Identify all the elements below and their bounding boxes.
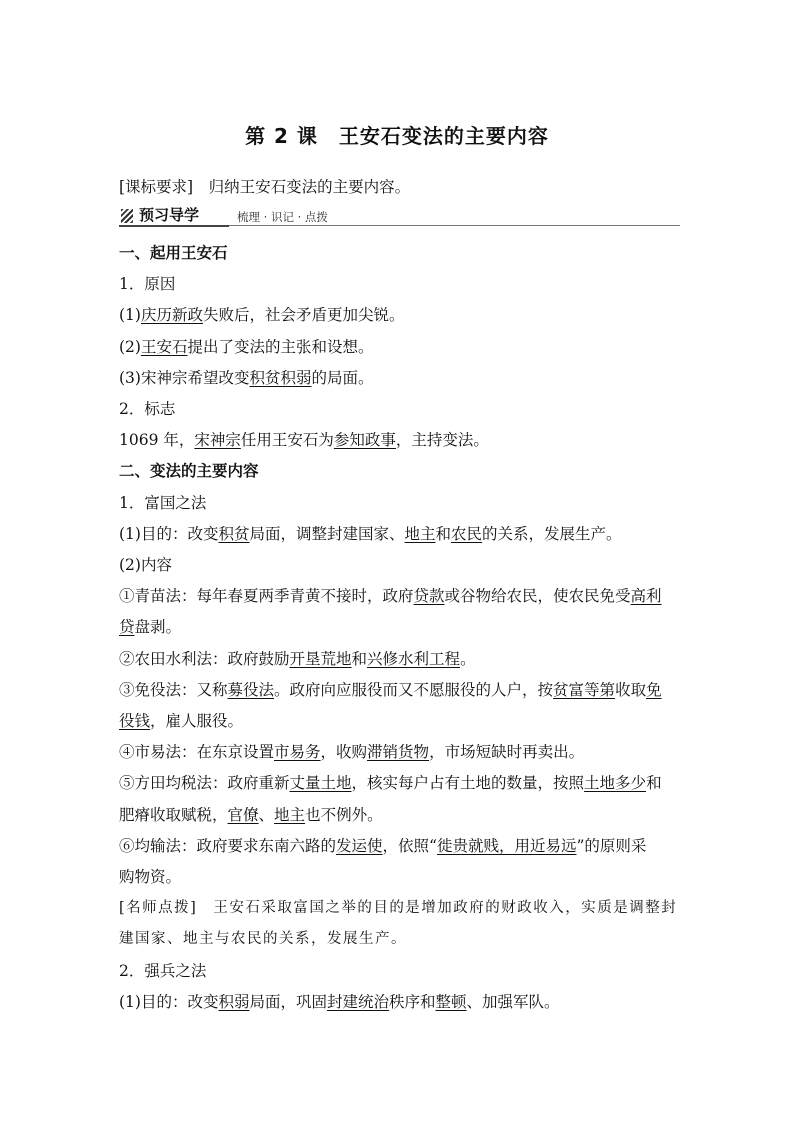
underlined-term: 开垦荒地 <box>289 649 352 668</box>
text-segment: ，收购 <box>320 743 368 762</box>
text-segment: 或谷物给农民，使农民免受 <box>444 587 631 606</box>
text-segment: 、加强军队。 <box>466 992 560 1011</box>
underlined-term: 徙贵就贱，用近易远 <box>436 836 577 855</box>
text-segment: (3)宋神宗希望改变 <box>119 368 250 387</box>
text-segment: ②农田水利法：政府鼓励 <box>119 649 290 668</box>
underlined-term: 贷 <box>119 618 135 637</box>
text-segment: 和 <box>435 524 452 543</box>
underlined-term: 封建统治 <box>327 992 390 1011</box>
text-line: 购物资。 <box>119 868 182 886</box>
text-segment: 和 <box>646 774 662 793</box>
text-segment: 局面，巩固 <box>249 992 327 1011</box>
text-segment: 和 <box>351 649 368 668</box>
text-line <box>119 835 679 857</box>
text-segment: ⑤方田均税法：政府重新 <box>119 774 290 793</box>
section-band-rule <box>229 225 680 226</box>
text-segment: ⑥均输法：政府要求东南六路的 <box>119 836 337 855</box>
text-segment: 局面，调整封建国家、 <box>249 524 405 543</box>
text-line: 建国家、地主与农民的关系，发展生产。 <box>119 931 407 948</box>
underlined-term: 参知政事 <box>333 431 396 450</box>
page-title: 第 2 课 王安石变法的主要内容 <box>245 124 549 148</box>
text-line <box>119 336 679 358</box>
underlined-term: 滞销货物 <box>367 743 430 762</box>
underlined-term: 贫富等第 <box>553 680 616 699</box>
text-segment: 也不例外。 <box>305 805 383 824</box>
underlined-term: 贷款 <box>413 587 445 606</box>
text-segment: 的局面。 <box>311 368 374 387</box>
underlined-term: 役钱 <box>119 712 151 730</box>
underlined-term: 积贫积弱 <box>249 368 312 387</box>
stripe-icon <box>121 209 133 223</box>
text-segment: 。政府向应服役而又不愿服役的人户，按 <box>274 680 554 699</box>
underlined-term: 庆历新政 <box>140 306 203 325</box>
text-segment: 1069 年， <box>119 431 195 450</box>
text-segment: ③免役法：又称 <box>119 680 228 699</box>
underlined-term: 积贫 <box>218 524 250 543</box>
text-segment: ，依照“ <box>382 836 437 855</box>
underlined-term: 兴修水利工程 <box>367 649 461 668</box>
underlined-term: 农民 <box>451 524 483 543</box>
text-segment: ，核实每户占有土地的数量，按照 <box>351 774 585 793</box>
text-line: [名师点拨] 王安石采取富国之举的目的是增加政府的财政收入，实质是调整封 <box>119 900 678 917</box>
text-line <box>119 710 679 732</box>
text-line <box>119 304 679 326</box>
text-segment: (1)目的：改变 <box>119 992 219 1011</box>
text-segment: ，雇人服役。 <box>150 712 244 730</box>
text-line <box>119 804 679 826</box>
section-band-label: 预习导学 <box>139 206 200 224</box>
text-line: 2．强兵之法 <box>119 961 207 980</box>
underlined-term: 市易务 <box>274 743 321 762</box>
text-line <box>119 585 679 607</box>
text-segment: (2) <box>119 337 141 356</box>
text-segment: ①青苗法：每年春夏两季青黄不接时，政府 <box>119 587 414 606</box>
text-line <box>119 616 679 638</box>
underlined-term: 免 <box>646 680 662 699</box>
text-line <box>119 741 679 763</box>
text-segment: 肥瘠收取赋税， <box>119 805 228 824</box>
text-segment: (1) <box>119 306 141 325</box>
text-segment: ”的原则采 <box>576 836 647 855</box>
section-band <box>119 205 680 227</box>
text-segment: ④市易法：在东京设置 <box>119 743 275 762</box>
text-line <box>119 429 679 451</box>
text-line <box>119 648 679 670</box>
underlined-term: 募役法 <box>227 680 275 699</box>
underlined-term: 发运使 <box>336 836 383 855</box>
text-line: (2)内容 <box>119 556 172 574</box>
text-line <box>119 367 679 389</box>
underlined-term: 高利 <box>630 587 662 606</box>
text-segment: 。 <box>460 649 476 668</box>
text-segment: 秩序和 <box>389 992 436 1011</box>
text-segment: (1)目的：改变 <box>119 524 219 543</box>
text-segment: 失败后，社会矛盾更加尖锐。 <box>202 306 405 325</box>
underlined-term: 王安石 <box>140 337 188 356</box>
underlined-term: 宋神宗 <box>194 431 241 450</box>
text-segment: 盘剥。 <box>134 618 182 637</box>
text-segment: ，主持变法。 <box>395 431 489 450</box>
text-line <box>119 679 679 701</box>
underlined-term: 地主 <box>274 805 306 824</box>
text-line: 一、起用王安石 <box>119 244 228 262</box>
underlined-term: 官僚 <box>227 805 259 824</box>
requirement-line: [课标要求] 归纳王安石变法的主要内容。 <box>119 178 411 196</box>
underlined-term: 地主 <box>404 524 436 543</box>
section-band-subtitle: 梳理 · 识记 · 点拨 <box>237 210 328 224</box>
text-segment: 、 <box>258 805 275 824</box>
text-line: 1．富国之法 <box>119 493 207 512</box>
text-segment: ，市场短缺时再卖出。 <box>429 743 585 762</box>
text-segment: 收取 <box>615 680 647 699</box>
text-line: 1．原因 <box>119 275 176 294</box>
underlined-term: 土地多少 <box>584 774 647 793</box>
text-line <box>119 991 679 1013</box>
text-line <box>119 772 679 794</box>
text-line: 二、变法的主要内容 <box>119 462 259 481</box>
text-segment: 的关系，发展生产。 <box>482 524 622 543</box>
underlined-term: 整顿 <box>435 992 467 1011</box>
text-segment: 提出了变法的主张和设想。 <box>187 337 374 356</box>
underlined-term: 积弱 <box>218 992 250 1011</box>
text-line: 2．标志 <box>119 400 176 418</box>
underlined-term: 丈量土地 <box>289 774 352 793</box>
text-line <box>119 523 679 545</box>
text-segment: 任用王安石为 <box>240 431 334 450</box>
